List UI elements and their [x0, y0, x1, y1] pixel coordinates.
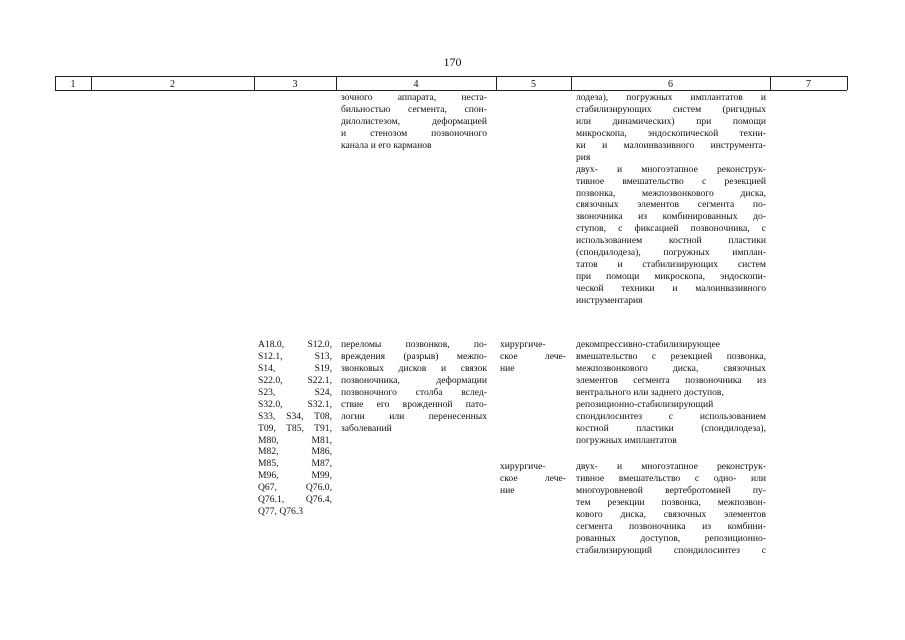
text-line: хирургиче- — [500, 339, 546, 350]
text-line: декомпрессивно-стабилизирующее — [576, 339, 720, 350]
row1-diagnosis-cell — [341, 92, 487, 152]
column-header-1: 1 — [70, 79, 76, 90]
text-line: ние — [500, 484, 515, 496]
text-line: ки и малоинвазивного инструмента- — [576, 139, 766, 151]
text-line: элементов сегмента позвоночника из — [576, 374, 766, 386]
text-line: лодеза), погружных имплантатов и — [576, 92, 766, 103]
text-line: межпозвонкового диска, связочных — [576, 362, 766, 374]
text-line: двух- и многоэтапное реконструк- — [576, 461, 766, 472]
text-line: при помощи микроскопа, эндоскопи- — [576, 271, 766, 283]
text-line: вмешательство с резекцией позвонка, — [576, 350, 766, 362]
text-line: ступов, с фиксацией позвоночника, с — [576, 223, 766, 235]
text-line: тивное вмешательство с одно- или — [576, 472, 766, 484]
page-number: 170 — [443, 55, 462, 69]
row2-treatment-method-cell — [576, 339, 766, 446]
text-line: кового диска, связочных элементов — [576, 508, 766, 520]
text-line: многоуровневой вертебротомией пу- — [576, 484, 766, 496]
text-line: татов и стабилизирующих систем — [576, 259, 766, 271]
column-header-6: 6 — [668, 79, 673, 90]
row3-treatment-method-cell — [576, 461, 766, 557]
text-line: ское лече- — [500, 350, 566, 362]
column-header-7: 7 — [806, 79, 811, 90]
text-line: микроскопа, эндоскопической техни- — [576, 127, 766, 139]
text-line: репозиционно-стабилизирующий — [576, 398, 714, 410]
text-line: Q76.1, Q76.4, — [258, 494, 332, 506]
text-line: тивное вмешательство с резекцией — [576, 175, 766, 187]
text-line: заболеваний — [341, 422, 392, 434]
text-line: звонковых дисков и связок — [341, 362, 487, 374]
text-line: вентрального или заднего доступов, — [576, 386, 724, 398]
text-line: M85, M87, — [258, 458, 332, 470]
text-line: костной пластики (спондилодеза), — [576, 422, 766, 434]
text-line: S23, S24, — [258, 386, 332, 398]
text-line: или динамических) при помощи — [576, 115, 766, 127]
text-line: погружных имплантатов — [576, 434, 677, 446]
column-divider — [847, 76, 848, 90]
row1-treatment-method-cell — [576, 92, 766, 307]
text-line: спондилосинтез с использованием — [576, 410, 766, 422]
text-line: позвонка, межпозвонкового диска, — [576, 187, 766, 199]
text-line: хирургиче- — [500, 461, 546, 472]
column-header-5: 5 — [531, 79, 536, 90]
text-line: связочных элементов сегмента по- — [576, 199, 766, 211]
column-header-2: 2 — [170, 79, 175, 90]
text-line: M82, M86, — [258, 446, 332, 458]
text-line: S14, S19, — [258, 362, 332, 374]
text-line: S33, S34, T08, — [258, 410, 332, 422]
text-line: рованных доступов, репозиционно- — [576, 532, 766, 544]
text-line: использованием костной пластики — [576, 235, 766, 247]
row2-treatment-type-cell — [500, 339, 566, 375]
text-line: M80, M81, — [258, 434, 332, 446]
text-line: двух- и многоэтапное реконструк- — [576, 163, 766, 175]
text-line: M96, M99, — [258, 470, 332, 482]
text-line: (спондилодеза), погружных имплан- — [576, 247, 766, 259]
text-line: ние — [500, 362, 515, 374]
text-line: дилолистезом, деформацией — [341, 115, 487, 127]
text-line: канала и его карманов — [341, 139, 432, 151]
text-line: S12.1, S13, — [258, 350, 332, 362]
text-line: Q77, Q76.3 — [258, 506, 304, 518]
text-line: стабилизирующий спондилосинтез с — [576, 544, 766, 556]
text-line: S22.0, S22.1, — [258, 374, 332, 386]
row2-diagnosis-cell — [341, 339, 487, 435]
text-line: ское лече- — [500, 472, 566, 484]
row3-treatment-type-cell — [500, 461, 566, 497]
text-line: и стенозом позвоночного — [341, 127, 487, 139]
text-line: инструментария — [576, 294, 643, 306]
text-line: переломы позвонков, по- — [341, 339, 487, 350]
column-header-3: 3 — [292, 79, 298, 90]
text-line: ческой техники и малоинвазивного — [576, 283, 766, 294]
text-line: логии или перенесенных — [341, 410, 487, 422]
text-line: бильностью сегмента, спон- — [341, 103, 487, 115]
text-line: позвоночника, деформации — [341, 374, 487, 386]
text-line: ствие его врожденной пато- — [341, 398, 487, 410]
text-line: вреждения (разрыв) межпо- — [341, 350, 487, 362]
text-line: S32.0, S32.1, — [258, 398, 332, 410]
text-line: Q67, Q76.0, — [258, 482, 332, 494]
text-line: стабилизирующих систем (ригидных — [576, 103, 766, 115]
table-top-rule — [55, 76, 847, 77]
text-line: позвоночного столба вслед- — [341, 386, 487, 398]
text-line: тем резекции позвонка, межпозвон- — [576, 496, 766, 508]
text-line: рия — [576, 151, 591, 163]
row2-icd-codes-cell — [258, 339, 332, 518]
header-bottom-rule — [55, 90, 847, 91]
text-line: A18.0, S12.0, — [258, 339, 332, 350]
text-line: звоночника из комбинированных до- — [576, 211, 766, 223]
text-line: T09, T85, T91, — [258, 422, 332, 434]
column-header-4: 4 — [413, 79, 419, 90]
text-line: сегмента позвоночника из комбини- — [576, 520, 766, 532]
text-line: зочного аппарата, неста- — [341, 92, 487, 103]
